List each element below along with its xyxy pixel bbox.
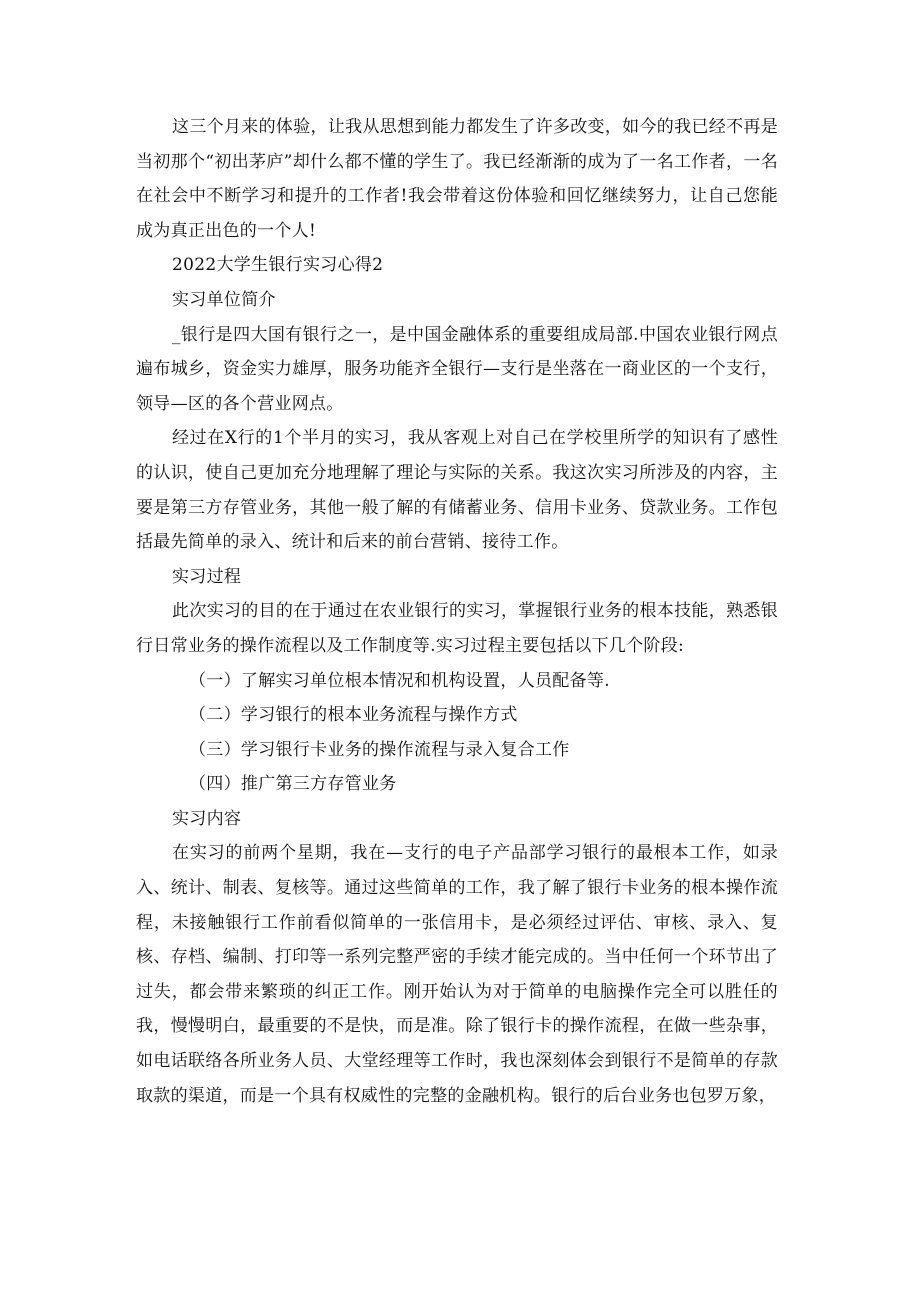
stage-item: （三）学习银行卡业务的操作流程与录入复合工作 xyxy=(189,739,570,760)
stage-item: （四）推广第三方存管业务 xyxy=(189,774,397,795)
paragraph-unit-intro: _银行是四大国有银行之一，是中国金融体系的重要组成局部.中国农业银行网点遍布城乡，资金实力雄厚，服务功能齐全银行—支行是坐落在一商业区的一个支行，领导—区的各个营业网点。 xyxy=(136,324,778,414)
heading-process: 实习过程 xyxy=(172,566,242,587)
paragraph-process: 此次实习的目的在于通过在农业银行的实习，掌握银行业务的根本技能，熟悉银行日常业务的操作流程以及工作制度等.实习过程主要包括以下几个阶段: xyxy=(136,601,778,656)
paragraph-reflection: 这三个月来的体验，让我从思想到能力都发生了许多改变，如今的我已经不再是当初那个“初出茅庐”却什么都不懂的学生了。我已经渐渐的成为了一名工作者，一名在社会中不断学习和提升的工作者!我会带着这份体验和回忆继续努力，让自己您能成为真正出色的一个人! xyxy=(136,117,778,241)
paragraph-summary: 经过在X行的1个半月的实习，我从客观上对自己在学校里所学的知识有了感性的认识，使自己更加充分地理解了理论与实际的关系。我这次实习所涉及的内容，主要是第三方存管业务，其他一般了解的有储蓄业务、信用卡业务、贷款业务。工作包括最先简单的录入、统计和后来的前台营销、接待工作。 xyxy=(136,428,778,553)
heading-content: 实习内容 xyxy=(172,808,242,829)
stage-item: （一）了解实习单位根本情况和机构设置，人员配备等. xyxy=(189,670,610,691)
paragraph-content: 在实习的前两个星期，我在—支行的电子产品部学习银行的最根本工作，如录入、统计、制表、复核等。通过这些简单的工作，我了解了银行卡业务的根本操作流程，未接触银行工作前看似简单的一张信用卡，是必须经过评估、审核、录入、复核、存档、编制、打印等一系列完整严密的手续才能完成的。当中任何一个环节出了过失，都会带来繁琐的纠正工作。刚开始认为对于简单的电脑操作完全可以胜任的我，慢慢明白，最重要的不是快，而是准。除了银行卡的操作流程，在做一些杂事，如电话联络各所业务人员、大堂经理等工作时，我也深刻体会到银行不是简单的存款取款的渠道，而是一个具有权威性的完整的金融机构。银行的后台业务也包罗万象， xyxy=(136,843,778,1106)
section-title: 2022大学生银行实习心得2 xyxy=(172,255,384,276)
heading-unit-intro: 实习单位简介 xyxy=(172,289,276,310)
document-body xyxy=(136,110,778,1113)
stage-item: （二）学习银行的根本业务流程与操作方式 xyxy=(189,705,518,726)
